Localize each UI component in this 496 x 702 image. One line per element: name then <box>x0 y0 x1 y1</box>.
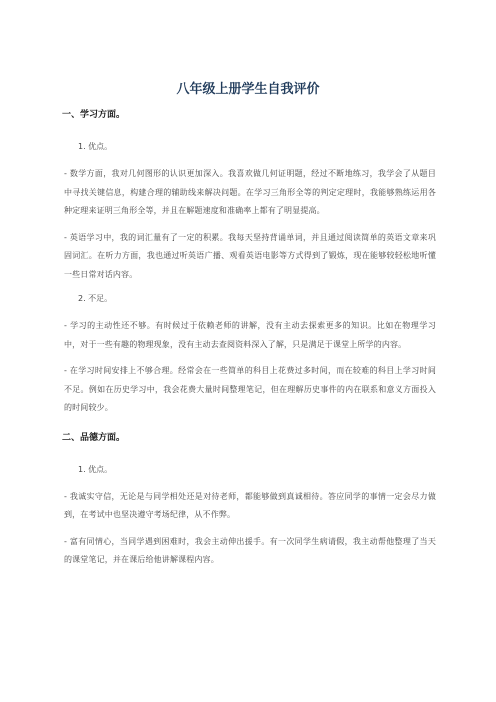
section-heading-morality: 二、品德方面。 <box>62 432 126 443</box>
subheading-strengths: 1. 优点。 <box>78 142 113 151</box>
subheading-strengths-morality: 1. 优点。 <box>78 464 113 474</box>
document-body <box>62 109 436 578</box>
paragraph-english: - 英语学习中，我的词汇量有了一定的积累。我每天坚持背诵单词，并且通过阅读简单的英语文章来巩固词汇。在听力方面，我也通过听英语广播、观看英语电影等方式得到了锻炼，现在能够较轻松地听懂一些日常对话内容。 <box>64 232 436 279</box>
paragraph-math: - 数学方面，我对几何图形的认识更加深入。我喜欢做几何证明题，经过不断地练习，我学会了从题目中寻找关键信息，构建合理的辅助线来解决问题。在学习三角形全等的判定定理时，我能够熟练运用各种定理来证明三角形全等，并且在解题速度和准确率上都有了明显提高。 <box>64 169 436 215</box>
document-title: 八年级上册学生自我评价 <box>176 82 320 97</box>
section-heading-study: 一、学习方面。 <box>62 110 126 120</box>
paragraph-initiative: - 学习的主动性还不够。有时候过于依赖老师的讲解，没有主动去探索更多的知识。比如在物理学习中，对于一些有趣的物理现象，没有主动去查阅资料深入了解，只是满足于课堂上所学的内容。 <box>64 321 436 349</box>
paragraph-time-management: - 在学习时间安排上不够合理。经常会在一些简单的科目上花费过多时间，而在较难的科目上学习时间不足。例如在历史学习中，我会花费大量时间整理笔记，但在理解历史事件的内在联系和意义方面投入的时间较少。 <box>64 366 436 412</box>
paragraph-sympathy: - 富有同情心，当同学遇到困难时，我会主动伸出援手。有一次同学生病请假，我主动帮他整理了当天的课堂笔记，并在课后给他讲解课程内容。 <box>64 536 436 564</box>
subheading-weaknesses: 2. 不足。 <box>78 294 113 303</box>
paragraph-honesty: - 我诚实守信，无论是与同学相处还是对待老师，都能够做到真诚相待。答应同学的事情一定会尽力做到，在考试中也坚决遵守考场纪律，从不作弊。 <box>64 491 436 519</box>
